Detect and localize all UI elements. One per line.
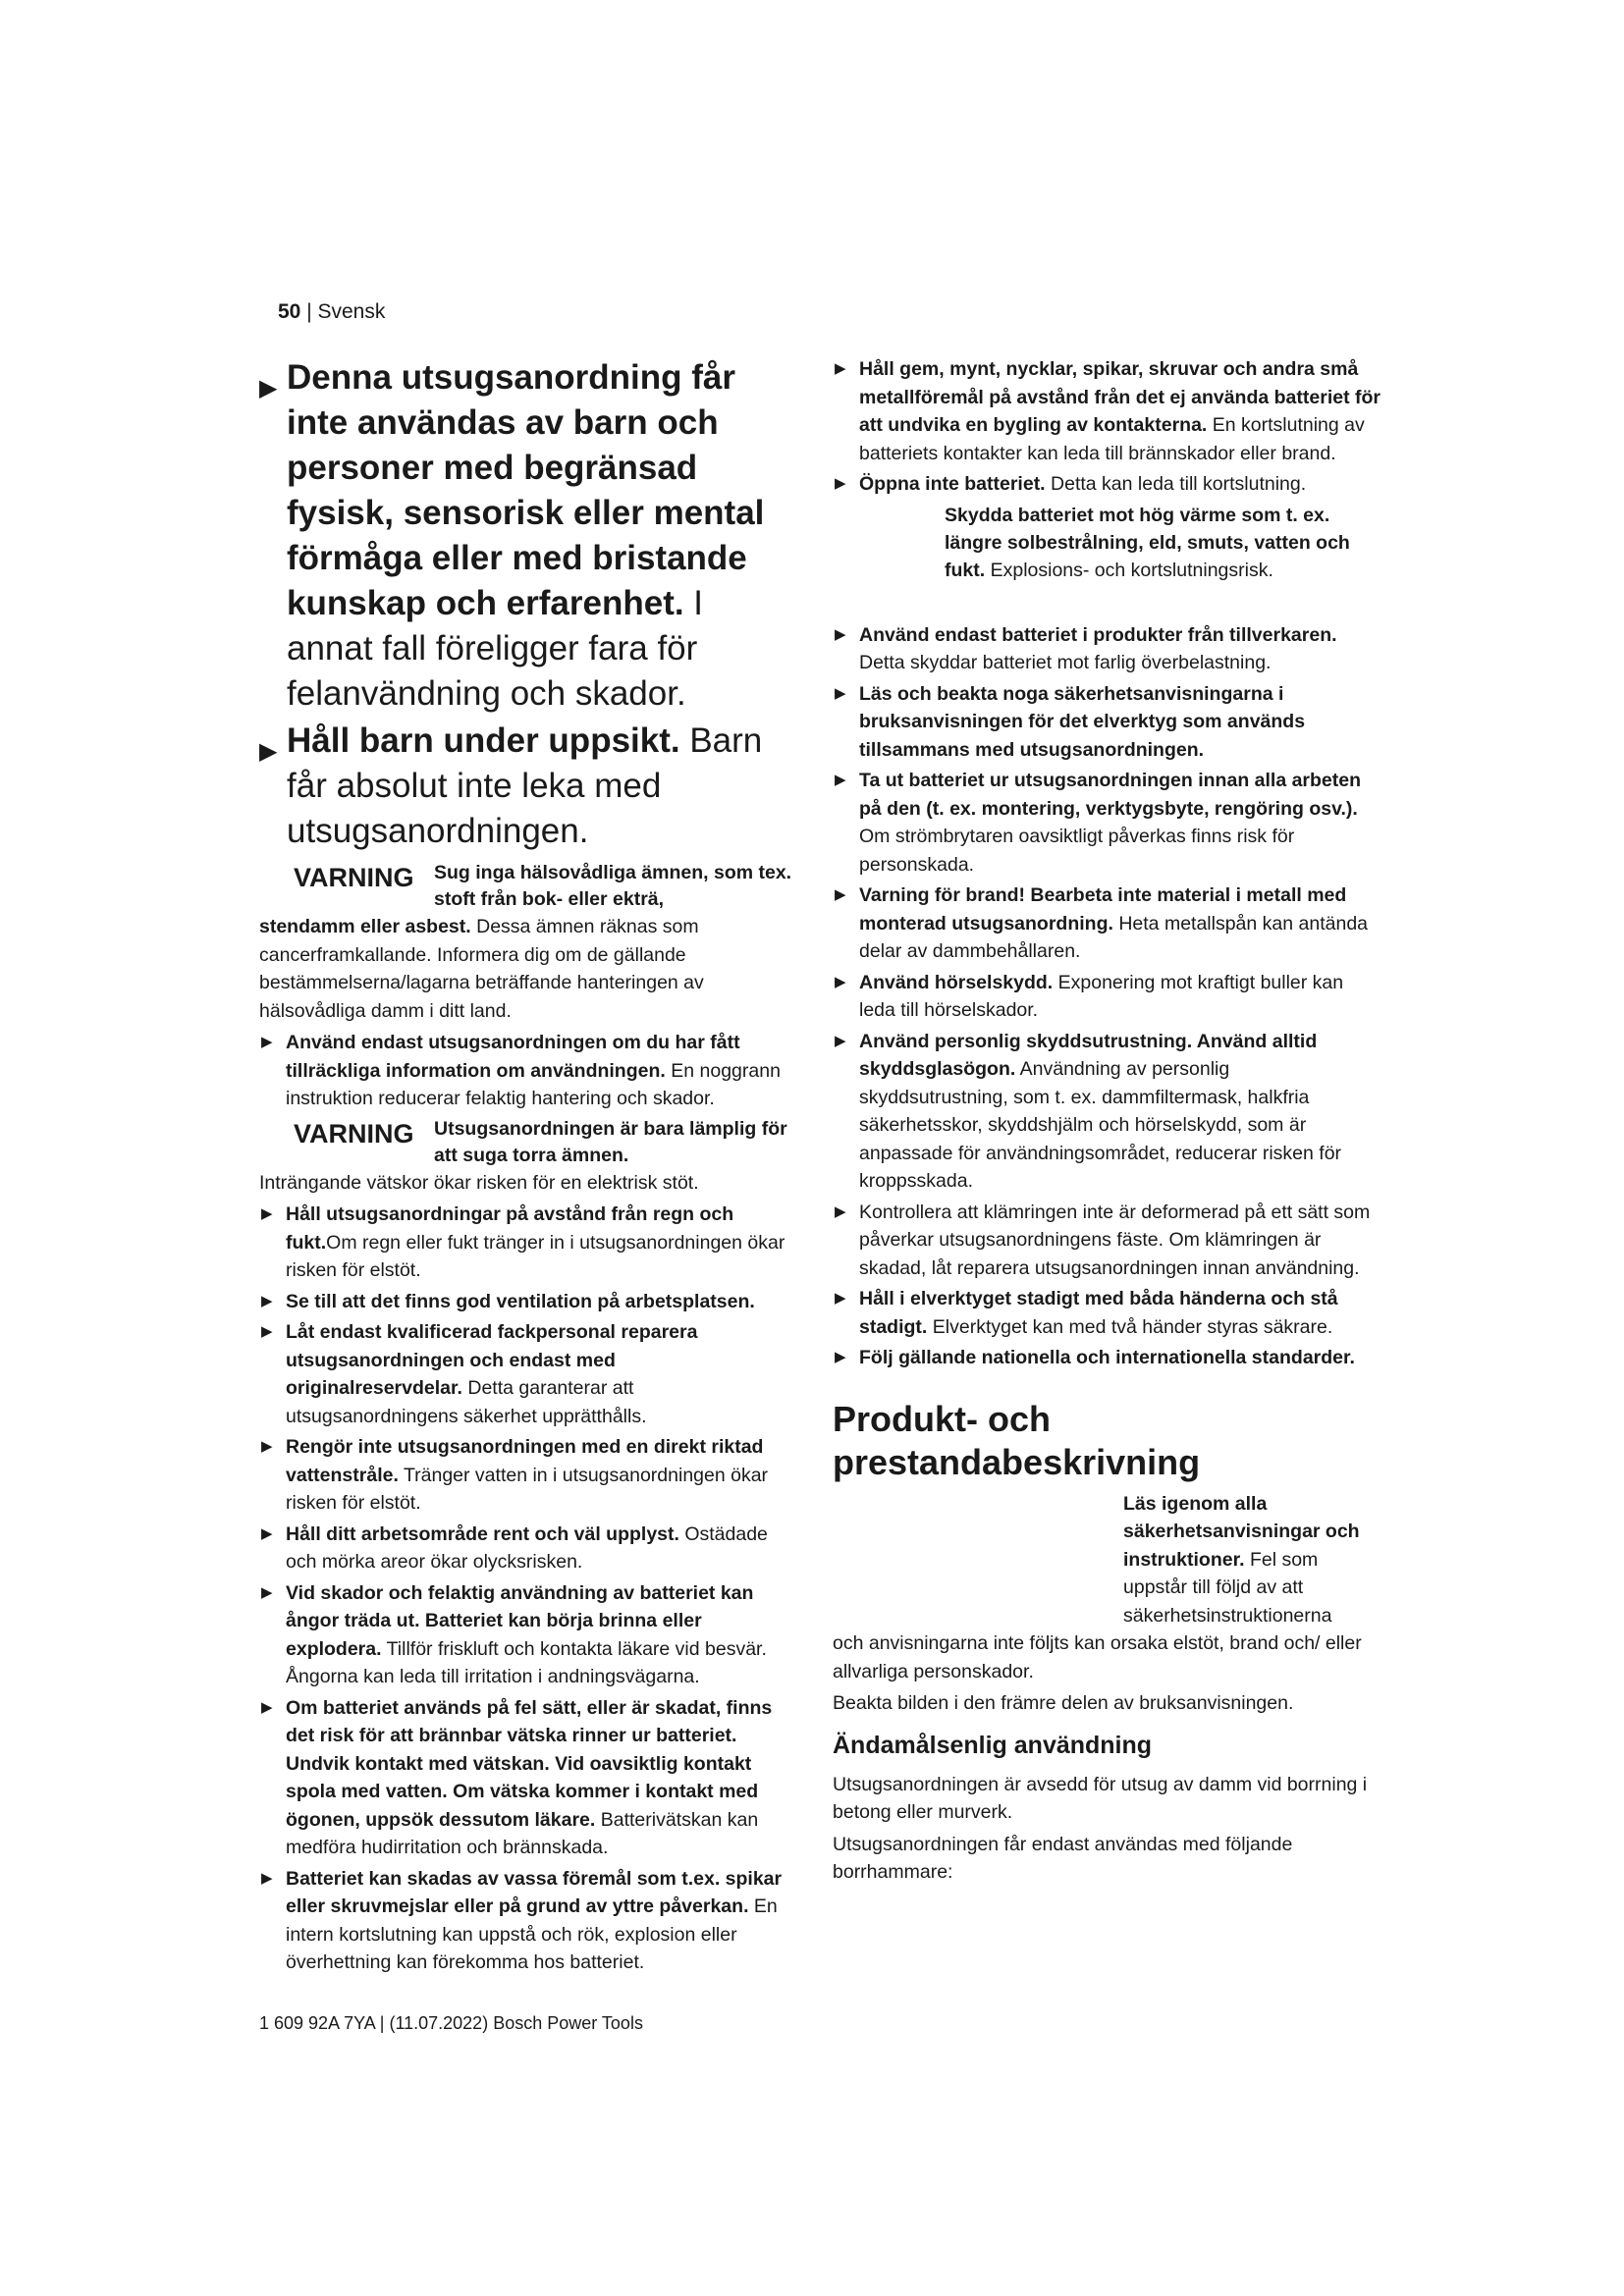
bullet-triangle-icon: ▶ xyxy=(835,625,846,643)
paragraph: Utsugsanordningen får endast användas med följande borrhammare: xyxy=(833,1833,1293,1883)
safety-item xyxy=(259,1201,797,1285)
safety-item xyxy=(833,767,1382,879)
safety-item xyxy=(259,1694,797,1862)
item-bold: Om batteriet används på fel sätt, eller är skadat, finns det risk för att brännbar vätska rinner ur batteriet. Undvik kontakt med vätskan. Vid oavsiktlig kontakt spola med vatten. Om vätska kommer i kontakt med ögonen, uppsök dessutom läkare. xyxy=(286,1696,773,1831)
item-bold: Rengör inte utsugsanordningen med en direkt riktad vattenstråle. xyxy=(286,1436,764,1486)
safety-item xyxy=(833,680,1382,765)
item-text: Om strömbrytaren oavsiktligt påverkas finns risk för personskada. xyxy=(859,826,1295,876)
bullet-triangle-icon: ▶ xyxy=(261,1583,273,1601)
item-bold: Läs och beakta noga säkerhetsanvisningarna i bruksanvisningen för det elverktyg som används tillsammans med utsugsanordningen. xyxy=(859,682,1306,761)
item-bold: Öppna inte batteriet. xyxy=(859,473,1046,495)
safety-item xyxy=(259,1288,797,1316)
safety-note-block xyxy=(833,1490,1382,1630)
item-text: Användning av personlig skyddsutrustning, som t. ex. dammfiltermask, halkfria säkerhetsskor, skyddshjälm och hörselskydd, som är anpassade för användningsområdet, reducerar risken för kroppsskada. xyxy=(859,1058,1342,1192)
bullet-triangle-icon: ▶ xyxy=(261,1292,273,1309)
item-text: Exponering mot kraftigt buller kan leda till hörselskador. xyxy=(859,971,1344,1021)
warning-continuation xyxy=(259,913,797,1025)
paragraph: och anvisningarna inte följts kan orsaka elstöt, brand och/ eller allvarliga personskador. xyxy=(833,1632,1362,1682)
safety-item-children xyxy=(259,355,797,717)
item-bold: Ta ut batteriet ur utsugsanordningen innan alla arbeten på den (t. ex. montering, verktygsbyte, rengöring osv.). xyxy=(859,770,1362,820)
item-text: Batterivätskan kan medföra hudirritation och brännskada. xyxy=(286,1808,759,1858)
bullet-triangle-icon: ▶ xyxy=(259,738,278,765)
left-column xyxy=(259,355,797,1980)
bullet-triangle-icon: ▶ xyxy=(261,1698,273,1716)
item-bold: Använd hörselskydd. xyxy=(859,971,1054,993)
warning-block xyxy=(259,860,797,913)
bullet-triangle-icon: ▶ xyxy=(835,360,846,377)
item-text: En kortslutning av batteriets kontakter kan leda till brännskador eller brand. xyxy=(859,414,1365,464)
paragraph: Beakta bilden i den främre delen av bruksanvisningen. xyxy=(833,1692,1294,1714)
page-footer: 1 609 92A 7YA | (11.07.2022) Bosch Power Tools xyxy=(259,2013,643,2033)
item-text: En intern kortslutning kan uppstå och rök, explosion eller överhettning kan förekomma hos batteriet. xyxy=(286,1896,778,1973)
section-heading: Produkt- och prestandabeskrivning xyxy=(833,1398,1201,1482)
safety-item xyxy=(833,881,1382,966)
safety-item-supervision xyxy=(259,719,797,854)
item-bold: Använd endast batteriet i produkter från tillverkaren. xyxy=(859,623,1337,646)
item-text: Kontrollera att klämringen inte är deformerad på ett sätt som påverkar utsugsanordningens fäste. Om klämringen är skadad, låt reparera utsugsanordningen innan användning. xyxy=(859,1201,1371,1279)
note-bold: Skydda batteriet mot hög värme som t. ex. längre solbestrålning, eld, smuts, vatten och fukt. xyxy=(945,504,1350,581)
item-bold: Håll gem, mynt, nycklar, spikar, skruvar och andra små metallföremål på avstånd från det ej använda batteriet för att undvika en bygling av kontakterna. xyxy=(859,358,1380,436)
item-bold: Använd personlig skyddsutrustning. Använd alltid skyddsglasögon. xyxy=(859,1030,1318,1080)
safety-item xyxy=(833,621,1382,677)
safety-item xyxy=(833,1285,1382,1341)
safety-item xyxy=(259,1318,797,1430)
bullet-triangle-icon: ▶ xyxy=(835,684,846,702)
bullet-triangle-icon: ▶ xyxy=(835,1290,846,1307)
cont-bold: stendamm eller asbest. xyxy=(259,916,471,937)
subsection-heading: Ändamålsenlig användning xyxy=(833,1731,1153,1759)
bullet-triangle-icon: ▶ xyxy=(261,1034,273,1050)
item-text: Detta skyddar batteriet mot farlig överbelastning. xyxy=(859,652,1272,673)
bullet-triangle-icon: ▶ xyxy=(261,1524,273,1542)
right-column xyxy=(833,355,1382,1891)
safety-item xyxy=(833,1028,1382,1196)
item-text: Heta metallspån kan antända delar av dammbehållaren. xyxy=(859,912,1369,962)
bullet-triangle-icon: ▶ xyxy=(261,1205,273,1222)
bullet-triangle-icon: ▶ xyxy=(261,1323,273,1340)
paragraph: Utsugsanordningen är avsedd för utsug av damm vid borrning i betong eller murverk. xyxy=(833,1773,1368,1823)
item-bold: Batteriet kan skadas av vassa föremål som t.ex. spikar eller skruvmejslar eller på grund av yttre påverkan. xyxy=(286,1867,783,1917)
bullet-triangle-icon: ▶ xyxy=(261,1869,273,1887)
item-text: Detta kan leda till kortslutning. xyxy=(1045,473,1307,495)
safety-item xyxy=(833,969,1382,1025)
item-text: Barn får absolut inte leka med utsugsanordningen. xyxy=(287,721,763,850)
item-bold: Vid skador och felaktig användning av batteriet kan ångor träda ut. Batteriet kan börja brinna eller explodera. xyxy=(286,1581,754,1660)
page-number: 50 xyxy=(278,300,301,323)
safety-item xyxy=(259,1579,797,1691)
warning-text: Sug inga hälsovådliga ämnen, som tex. stoft från bok- eller ekträ, xyxy=(434,862,792,910)
note-text: Fel som uppstår till följd av att säkerhetsinstruktionerna xyxy=(1123,1548,1332,1627)
warning-continuation: Inträngande vätskor ökar risken för en elektrisk stöt. xyxy=(259,1171,699,1194)
note-text: Explosions- och kortslutningsrisk. xyxy=(985,559,1273,581)
safety-item xyxy=(259,1865,797,1977)
language-label: Svensk xyxy=(317,300,386,323)
bullet-triangle-icon: ▶ xyxy=(835,886,846,903)
item-bold: Låt endast kvalificerad fackpersonal reparera utsugsanordningen och endast med originalreservdelar. xyxy=(286,1321,698,1399)
cont-text: Dessa ämnen räknas som cancerframkallande. Informera dig om de gällande bestämmelserna/lagarna beträffande hanteringen av hälsovådliga damm i ditt land. xyxy=(259,916,704,1022)
item-bold: Använd endast utsugsanordningen om du har fått tillräckliga information om användningen. xyxy=(286,1032,740,1082)
bullet-triangle-icon: ▶ xyxy=(835,772,846,788)
safety-item xyxy=(833,1344,1382,1372)
warning-label: VARNING xyxy=(294,863,414,892)
safety-item xyxy=(259,1433,797,1518)
item-text: Ostädade och mörka areor ökar olycksrisken. xyxy=(286,1522,768,1573)
bullet-triangle-icon: ▶ xyxy=(835,475,846,492)
item-bold: Håll ditt arbetsområde rent och väl upplyst. xyxy=(286,1522,679,1545)
safety-item xyxy=(259,1521,797,1576)
item-text: Elverktyget kan med två händer styras säkrare. xyxy=(927,1315,1333,1338)
bullet-triangle-icon: ▶ xyxy=(835,973,846,990)
item-bold: Håll i elverktyget stadigt med båda händerna och stå stadigt. xyxy=(859,1288,1338,1338)
item-bold: Se till att det finns god ventilation på arbetsplatsen. xyxy=(286,1290,755,1312)
safety-item xyxy=(833,1199,1382,1283)
warning-text: Utsugsanordningen är bara lämplig för att suga torra ämnen. xyxy=(434,1117,787,1166)
item-bold: Håll utsugsanordningar på avstånd från regn och fukt. xyxy=(286,1203,734,1254)
item-bold: Håll barn under uppsikt. xyxy=(287,721,680,760)
indented-note xyxy=(833,502,1382,584)
item-text: Tränger vatten in i utsugsanordningen ökar risken för elstöt. xyxy=(286,1464,769,1514)
note-bold: Läs igenom alla säkerhetsanvisningar och instruktioner. xyxy=(1123,1492,1360,1571)
item-text: Om regn eller fukt tränger in i utsugsanordningen ökar risken för elstöt. xyxy=(286,1231,785,1281)
warning-block xyxy=(259,1116,797,1169)
bullet-triangle-icon: ▶ xyxy=(259,375,278,401)
item-bold: Denna utsugsanordning får inte användas av barn och personer med begränsad fysisk, sensorisk eller mental förmåga eller med bristande kunskap och erfarenhet. xyxy=(287,358,765,622)
safety-item xyxy=(259,1029,797,1113)
safety-item xyxy=(833,355,1382,467)
page-header: 50 | Svensk xyxy=(278,300,386,323)
item-text: Detta garanterar att utsugsanordningens säkerhet upprätthålls. xyxy=(286,1377,647,1427)
item-bold: Följ gällande nationella och internationella standarder. xyxy=(859,1347,1355,1368)
item-text: I annat fall föreligger fara för felanvändning och skador. xyxy=(287,584,704,713)
bullet-triangle-icon: ▶ xyxy=(835,1032,846,1049)
warning-label: VARNING xyxy=(294,1118,414,1148)
safety-item xyxy=(833,470,1382,499)
item-text: En noggrann instruktion reducerar felaktig hantering och skador. xyxy=(286,1059,781,1109)
bullet-triangle-icon: ▶ xyxy=(835,1349,846,1365)
item-bold: Varning för brand! Bearbeta inte material i metall med monterad utsugsanordning. xyxy=(859,884,1347,934)
bullet-triangle-icon: ▶ xyxy=(835,1202,846,1220)
bullet-triangle-icon: ▶ xyxy=(261,1438,273,1455)
item-text: Tillför friskluft och kontakta läkare vid besvär. Ångorna kan leda till irritation i andningsvägarna. xyxy=(286,1637,767,1687)
